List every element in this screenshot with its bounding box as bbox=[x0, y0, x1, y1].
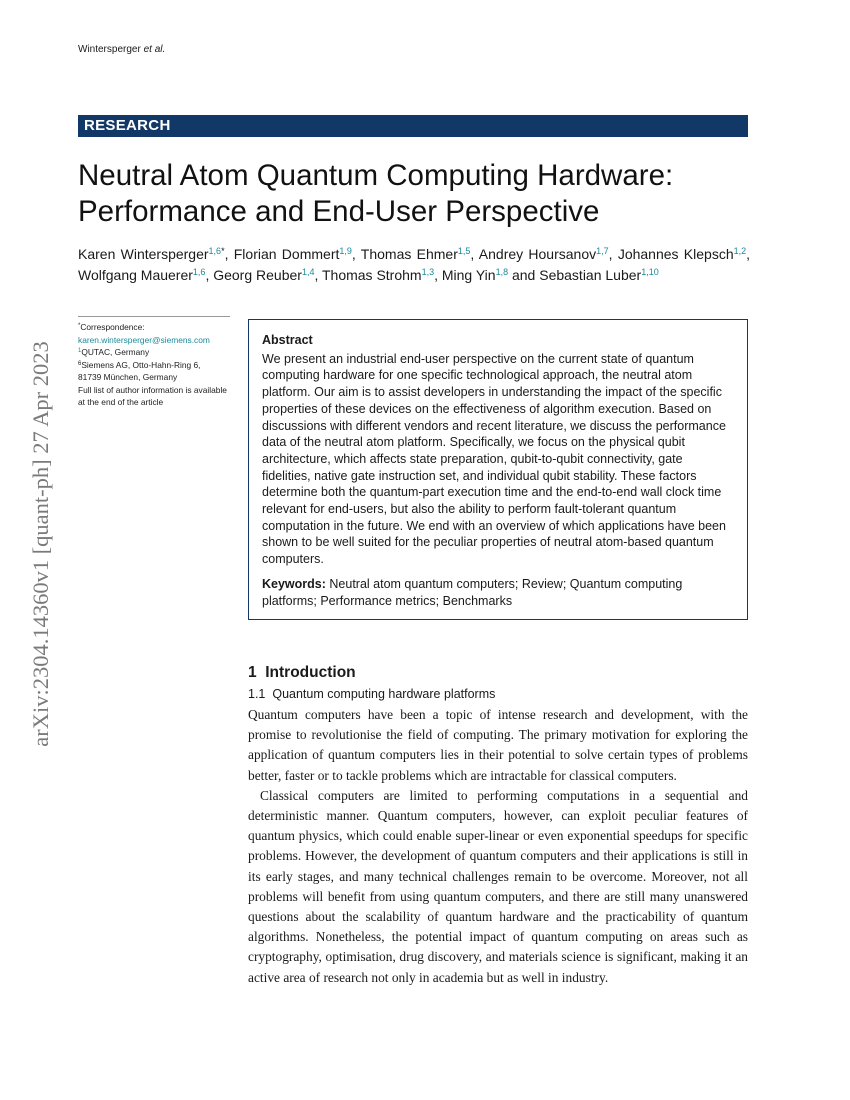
title-line-2: Performance and End-User Perspective bbox=[78, 195, 600, 228]
author-affiliation: 1,3 bbox=[421, 267, 435, 277]
section-number: 1 bbox=[248, 664, 257, 681]
paragraph-1: Quantum computers have been a topic of intense research and development, with the promise to revolutionise the field of computing. The primary motivation for exploring the application of quantum computers lies in their potential to solve certain types of problems better, faster or to tackle problems which are intractable for classical computers. bbox=[248, 707, 748, 783]
author-name: Johannes Klepsch bbox=[617, 246, 734, 262]
author-info-note: Full list of author information is available at the end of the article bbox=[78, 384, 227, 407]
author-name: Wolfgang Mauerer bbox=[78, 267, 193, 283]
affiliation-6-line-2: 81739 München, Germany bbox=[78, 372, 178, 382]
author-affiliation: 1,7 bbox=[596, 246, 609, 256]
abstract-text: We present an industrial end-user perspective on the current state of quantum computing hardware for one specific technological approach, the neutral atom platform. Our aim is to assist developers in understanding the impact of the specific properties of these devices on the effectiveness of algorithm execution. Based on discussions with different vendors and recent literature, we discuss the performance data of the neutral atom platform. Specifically, we focus on the physical qubit architecture, which affects state preparation, qubit-to-qubit connectivity, gate fidelities, native gate instruction set, and individual qubit stability. These factors determine both the quantum-part execution time and the end-to-end wall clock time relevant for end-users, but also the ability to perform fault-tolerant quantum computation in the future. We end with an overview of which applications have been shown to be well suited for the peculiar properties of neutral atom-based quantum computers. bbox=[262, 351, 726, 567]
body-text bbox=[248, 705, 748, 988]
author-separator: , bbox=[351, 246, 361, 262]
author-name: Sebastian Luber bbox=[539, 267, 642, 283]
author-name: Florian Dommert bbox=[233, 246, 340, 262]
author-affiliation: 1,2 bbox=[733, 246, 747, 256]
author-affiliation: 1,10 bbox=[641, 267, 659, 277]
affiliation-6-line-1: Siemens AG, Otto-Hahn-Ring 6, bbox=[81, 359, 201, 370]
author-separator: , bbox=[314, 267, 322, 283]
paper-title bbox=[78, 158, 758, 230]
author-separator: , bbox=[224, 246, 234, 262]
running-head-etal: et al. bbox=[143, 44, 166, 55]
section-heading-introduction bbox=[248, 664, 356, 682]
author-affiliation: 1,5 bbox=[457, 246, 471, 256]
abstract-heading: Abstract bbox=[262, 333, 313, 347]
affiliation-1-number: 1 bbox=[78, 348, 82, 354]
author-separator: , bbox=[746, 246, 751, 262]
author-separator: , bbox=[470, 246, 479, 262]
author-name: Georg Reuber bbox=[213, 267, 302, 283]
author-name: Thomas Strohm bbox=[321, 267, 422, 283]
author-separator: , bbox=[608, 246, 618, 262]
keywords-text: Neutral atom quantum computers; Review; Quantum computing platforms; Performance metrics; Benchmarks bbox=[262, 576, 683, 608]
correspondence-label: Correspondence: bbox=[80, 322, 145, 332]
author-separator: and bbox=[508, 267, 540, 283]
author-name: Ming Yin bbox=[441, 267, 496, 283]
arxiv-identifier-stamp: arXiv:2304.14360v1 [quant-ph] 27 Apr 2023 bbox=[28, 341, 53, 747]
subsection-number: 1.1 bbox=[248, 687, 266, 701]
subsection-heading bbox=[248, 687, 495, 701]
author-name: Thomas Ehmer bbox=[360, 246, 458, 262]
running-head bbox=[78, 44, 165, 55]
affiliation-1: QUTAC, Germany bbox=[81, 347, 150, 357]
author-affiliation: 1,4 bbox=[301, 267, 315, 277]
correspondence-mark: * bbox=[78, 323, 81, 329]
title-line-1: Neutral Atom Quantum Computing Hardware: bbox=[78, 159, 674, 192]
author-separator: , bbox=[205, 267, 214, 283]
author-name: Andrey Hoursanov bbox=[478, 246, 597, 262]
author-name: Karen Wintersperger bbox=[78, 246, 209, 262]
paragraph-2: Classical computers are limited to performing computations in a sequential and deterministic manner. Quantum computers, however, can exploit peculiar features of quantum physics, which could enable super-linear or even exponential speedups for specific problems. However, the development of quantum computers and their applications is still in its early stages, and many technical challenges remain to be overcome. Moreover, not all problems will benefit from using quantum computers, and there are still many unanswered questions about the scalability of quantum hardware and the practicability of quantum algorithms. Nonetheless, the potential impact of quantum computing on areas such as cryptography, optimisation, drug discovery, and materials science is significant, making it an active area of research not only in academia but as well in industry. bbox=[248, 787, 748, 985]
running-head-author: Wintersperger bbox=[78, 44, 141, 55]
abstract-box bbox=[248, 319, 748, 620]
banner-label: RESEARCH bbox=[84, 117, 171, 134]
keywords-label: Keywords: bbox=[262, 576, 326, 591]
author-affiliation: 1,6 bbox=[192, 267, 206, 277]
author-separator: , bbox=[434, 267, 442, 283]
affiliation-6-number: 6 bbox=[78, 360, 82, 367]
correspondence-sidebar bbox=[78, 316, 230, 409]
author-list bbox=[78, 244, 750, 286]
author-affiliation: 1,6 bbox=[208, 246, 222, 256]
author-affiliation: 1,9 bbox=[339, 246, 352, 256]
keywords bbox=[262, 576, 734, 609]
author-affiliation: 1,8 bbox=[495, 267, 509, 277]
subsection-title: Quantum computing hardware platforms bbox=[272, 687, 496, 701]
section-title: Introduction bbox=[265, 664, 356, 681]
corresponding-author-mark: * bbox=[221, 246, 225, 256]
correspondence-email-link[interactable]: karen.wintersperger@siemens.com bbox=[78, 334, 210, 345]
research-banner bbox=[78, 115, 748, 137]
